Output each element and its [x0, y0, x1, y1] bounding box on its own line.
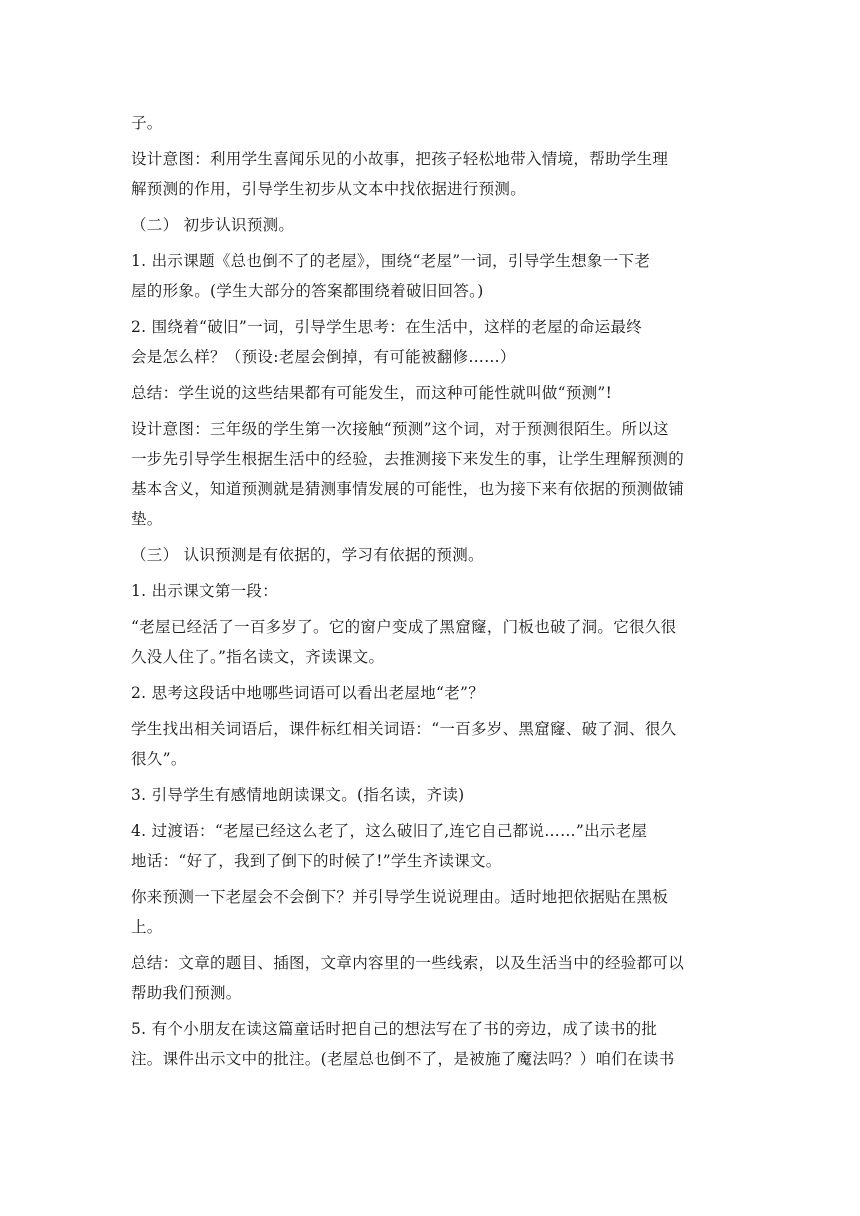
text-line: 总结：文章的题目、插图，文章内容里的一些线索，以及生活当中的经验都可以: [131, 954, 685, 972]
text-line: 5. 有个小朋友在读这篇童话时把自己的想法写在了书的旁边，成了读书的批: [131, 1020, 658, 1038]
text-line: 子。: [131, 114, 163, 132]
section-heading: （二） 初步认识预测。: [131, 216, 295, 234]
text-line: 一步先引导学生根据生活中的经验，去推测接下来发生的事，让学生理解预测的: [131, 450, 685, 468]
text-line: 1. 出示课题《总也倒不了的老屋》，围绕“老屋”一词，引导学生想象一下老: [131, 252, 651, 270]
text-line: 上。: [131, 918, 163, 936]
document-body: [131, 108, 731, 1074]
text-line: 解预测的作用，引导学生初步从文本中找依据进行预测。: [131, 180, 527, 198]
text-line: 设计意图：三年级的学生第一次接触“预测”这个词，对于预测很陌生。所以这: [131, 420, 669, 438]
text-line: 2. 围绕着“破旧”一词，引导学生思考：在生活中，这样的老屋的命运最终: [131, 318, 643, 336]
text-line: 基本含义，知道预测就是猜测事情发展的可能性，也为接下来有依据的预测做铺: [131, 480, 685, 498]
text-line: 垫。: [131, 510, 163, 528]
text-line: 学生找出相关词语后，课件标红相关词语：“一百多岁、黑窟窿、破了洞、很久: [131, 720, 677, 738]
text-line: 注。课件出示文中的批注。(老屋总也倒不了，是被施了魔法吗？）咱们在读书: [131, 1050, 675, 1068]
text-line: 4. 过渡语：“老屋已经这么老了，这么破旧了,连它自己都说……”出示老屋: [131, 822, 648, 840]
text-line: 地话：“好了，我到了倒下的时候了!”学生齐读课文。: [131, 852, 502, 870]
text-line: 屋的形象。(学生大部分的答案都围绕着破旧回答。): [131, 282, 484, 300]
text-line: 帮助我们预测。: [131, 984, 242, 1002]
text-line: 2. 思考这段话中地哪些词语可以看出老屋地“老”？: [131, 684, 485, 702]
text-line: 设计意图：利用学生喜闻乐见的小故事，把孩子轻松地带入情境，帮助学生理: [131, 150, 669, 168]
section-heading: （三） 认识预测是有依据的，学习有依据的预测。: [131, 546, 484, 564]
text-line: 很久”。: [131, 750, 187, 768]
text-line: 会是怎么样？（预设:老屋会倒掉，有可能被翻修……）: [131, 348, 516, 366]
text-line: 久没人住了。”指名读文，齐读课文。: [131, 648, 385, 666]
text-line: 总结：学生说的这些结果都有可能发生，而这种可能性就叫做“预测”!: [131, 384, 613, 402]
text-line: 3. 引导学生有感情地朗读课文。(指名读，齐读): [131, 786, 465, 804]
text-line: 你来预测一下老屋会不会倒下？并引导学生说说理由。适时地把依据贴在黑板: [131, 888, 669, 906]
text-line: 1. 出示课文第一段：: [131, 582, 279, 600]
text-line: “老屋已经活了一百多岁了。它的窗户变成了黑窟窿，门板也破了洞。它很久很: [131, 618, 677, 636]
